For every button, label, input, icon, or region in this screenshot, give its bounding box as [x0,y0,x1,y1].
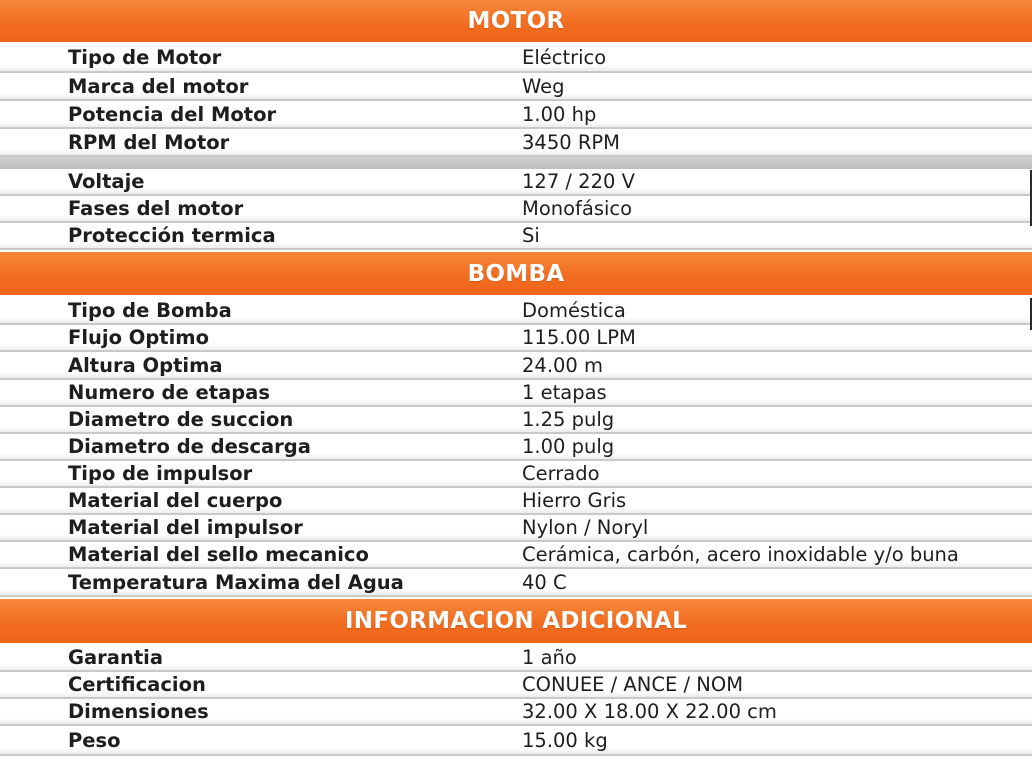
spec-row [0,223,1032,250]
spec-row [0,380,1032,407]
spec-label: Altura Optima [68,353,223,377]
section-header-motor [0,0,1032,42]
spec-label: Peso [68,728,121,752]
spec-row [0,325,1032,352]
spec-value: 3450 RPM [522,130,620,154]
spec-row [0,44,1032,73]
spec-row [0,515,1032,542]
spec-label: Temperatura Maxima del Agua [68,570,404,594]
spec-row [0,297,1032,325]
spec-label: Diametro de descarga [68,435,311,458]
spec-row [0,461,1032,488]
spec-label: Diametro de succion [68,408,294,431]
spec-value: 24.00 m [522,353,604,377]
spec-value: Cerámica, carbón, acero inoxidable y/o buna [522,543,959,566]
section-header-informacion-adicional [0,599,1032,643]
spec-label: Voltaje [68,170,145,193]
group-divider [0,157,1032,169]
spec-row [0,101,1032,129]
spec-label: Material del cuerpo [68,489,283,512]
spec-row [0,672,1032,699]
spec-value: Monofásico [522,197,633,220]
spec-value: 40 C [522,570,567,594]
spec-value: Doméstica [522,298,626,322]
spec-value: Hierro Gris [522,489,627,512]
section-header-bomba [0,252,1032,295]
spec-value: 15.00 kg [522,728,608,752]
spec-row [0,542,1032,569]
spec-label: Certificacion [68,673,206,696]
spec-value: 127 / 220 V [522,170,635,193]
spec-row [0,488,1032,515]
spec-label: Garantia [68,646,163,669]
spec-value: Eléctrico [522,46,607,69]
spec-row [0,129,1032,157]
spec-label: Tipo de impulsor [68,462,253,485]
spec-row [0,407,1032,434]
spec-row [0,196,1032,223]
spec-label: Material del sello mecanico [68,543,369,566]
spec-label: Tipo de Motor [68,46,222,69]
section-title: MOTOR [467,8,565,34]
spec-value: 32.00 X 18.00 X 22.00 cm [522,700,777,723]
spec-label: Potencia del Motor [68,102,277,126]
spec-row [0,169,1032,196]
spec-value: Weg [522,74,565,98]
spec-value: Si [522,224,540,247]
section-title: BOMBA [467,260,565,287]
spec-label: Flujo Optimo [68,326,210,349]
spec-label: Fases del motor [68,197,244,220]
spec-row [0,645,1032,672]
spec-label: Numero de etapas [68,381,270,404]
spec-value: 1 año [522,646,577,669]
spec-label: Protección termica [68,224,276,247]
spec-value: 1 etapas [522,381,607,404]
spec-row [0,699,1032,726]
spec-row [0,726,1032,756]
spec-row [0,352,1032,380]
spec-row [0,73,1032,101]
spec-label: Tipo de Bomba [68,298,232,322]
spec-row [0,569,1032,597]
spec-value: 1.00 hp [522,102,597,126]
spec-value: 115.00 LPM [522,326,636,349]
spec-label: Material del impulsor [68,516,303,539]
spec-row [0,434,1032,461]
spec-value: CONUEE / ANCE / NOM [522,673,744,696]
spec-value: Nylon / Noryl [522,516,649,539]
section-title: INFORMACION ADICIONAL [344,608,688,634]
spec-value: 1.25 pulg [522,408,615,431]
spec-label: Dimensiones [68,700,209,723]
spec-value: Cerrado [522,462,600,485]
spec-value: 1.00 pulg [522,435,615,458]
spec-label: RPM del Motor [68,130,230,154]
spec-label: Marca del motor [68,74,249,98]
